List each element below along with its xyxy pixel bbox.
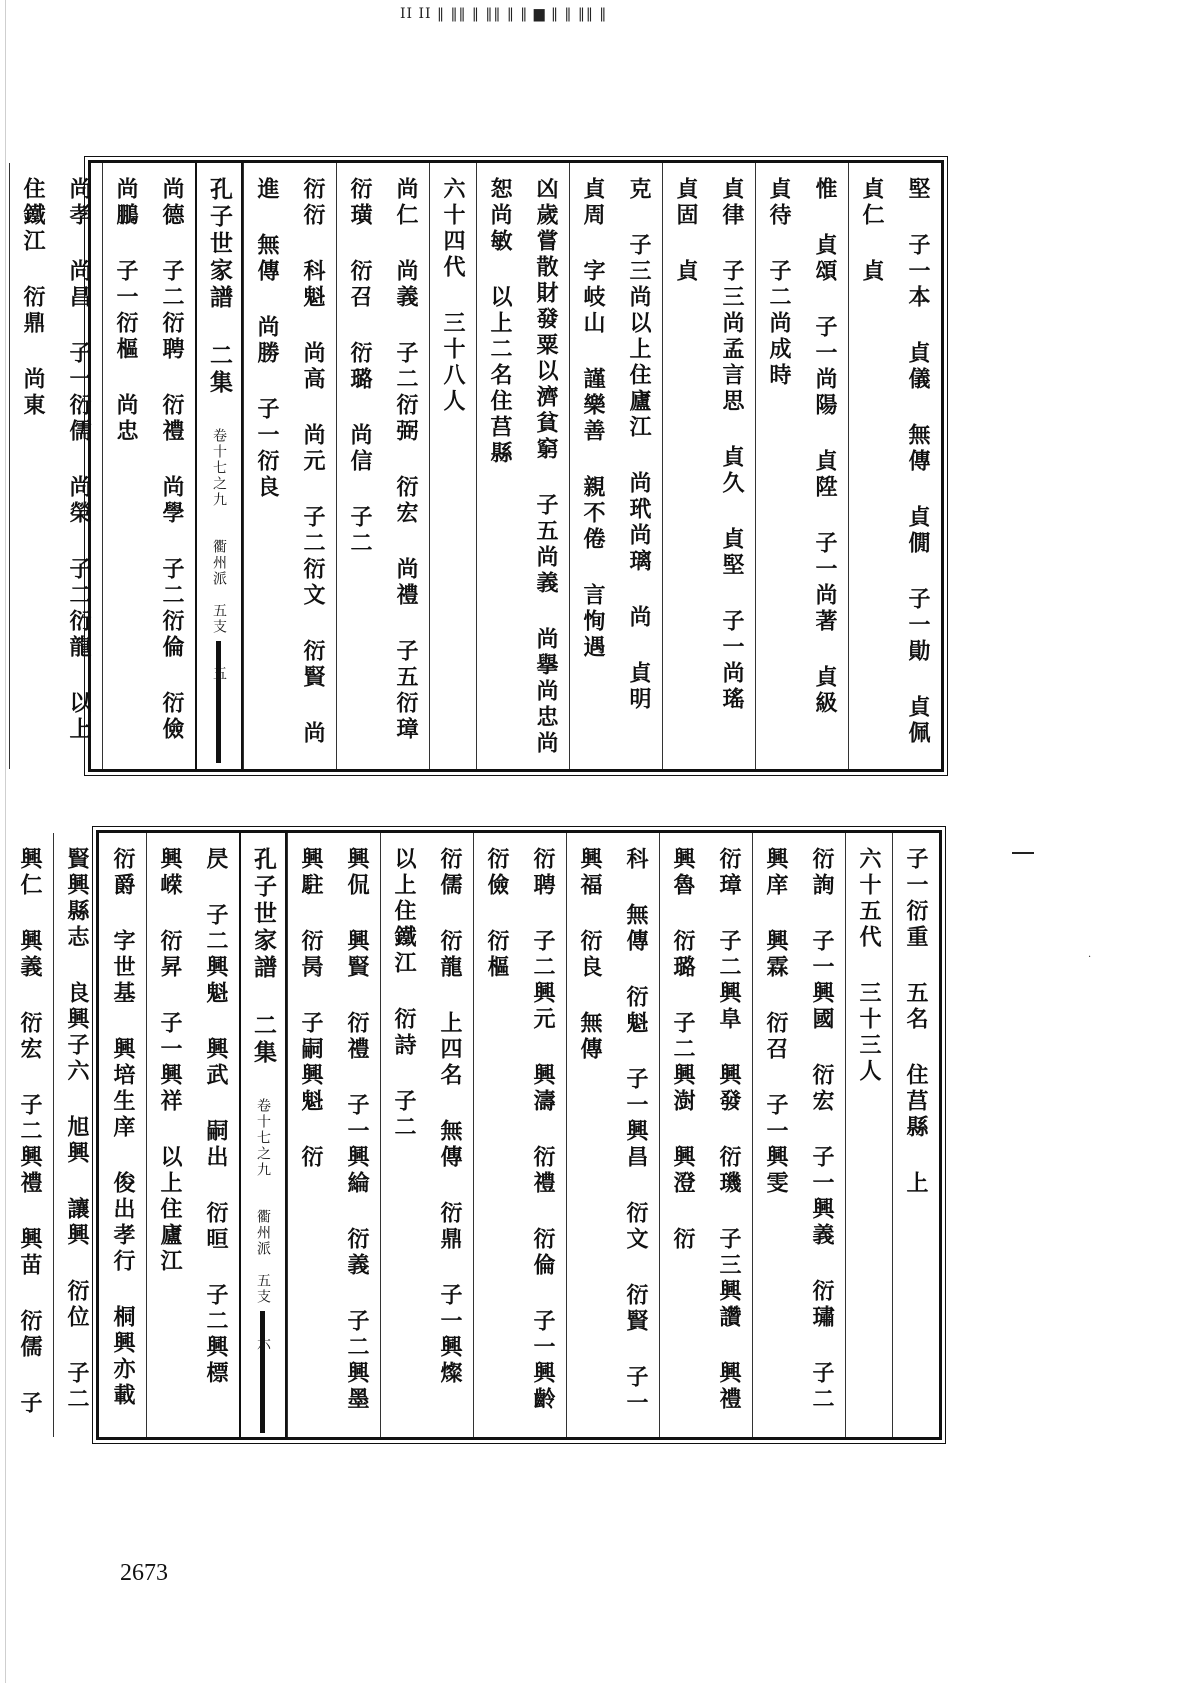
genealogy-column: 凶歲嘗散財發粟以濟貧窮 子五尚義 尚擧尚忠尚恕尚敏 以上二名住莒縣 [476,163,569,769]
separator-mark [1012,852,1034,854]
genealogy-column: 克 子三尚以上住廬江 尚玳尚璃 尚 貞明 貞周 字岐山 謹樂善 親不倦 言恂遇 [569,163,662,769]
genealogy-column: 惟 貞頌 子一尚陽 貞陞 子一尚著 貞級 貞待 子二尚成時 [755,163,848,769]
genealogy-column: 昃 子二興魁 興武 嗣出 衍晅 子二興標 興嵘 衍昇 子一興祥 以上住廬江 [146,833,239,1437]
spine-title: 孔子世家譜 [206,177,233,312]
genealogy-column: 衍詢 子一興國 衍宏 子一興義 衍璛 子二興庠 興霖 衍召 子一興雯 [752,833,845,1437]
spine-branch: 衢州派 五支 [255,1209,271,1305]
genealogy-column: 衍爵 字世基 興培生庠 俊出孝行 桐興亦載 賢興縣志 良興子六 旭興 讓興 衍位 子二 [53,833,146,1437]
genealogy-column: 六十四代 三十八人 [429,163,476,769]
spine-bar [260,1311,265,1433]
genealogy-column: 堅 子一本 貞儀 無傳 貞僩 子一勛 貞佩 貞仁 貞 [848,163,941,769]
genealogy-column: 衍儒 衍龍 上四名 無傳 衍鼎 子一興燦 以上住鐵江 衍詩 子二 [380,833,473,1437]
genealogy-column: 子一衍重 五名 住莒縣 上 [892,833,939,1437]
spine-collection: 二集 [206,343,233,397]
spine-volume: 卷十七之九 [211,428,227,508]
spine-branch: 衢州派 五支 [211,539,227,635]
genealogy-column: 衍璋 子二興阜 興發 衍璣 子三興讚 興禮 興魯 衍璐 子二興澍 興澄 衍 [659,833,752,1437]
genealogy-column: 貞律 子三尚孟言思 貞久 貞堅 子一尚瑤 貞固 貞 [662,163,755,769]
genealogy-column: 六十五代 三十三人 [845,833,892,1437]
page-number: 2673 [120,1560,168,1586]
spine-title: 孔子世家譜 [250,847,277,982]
center-spine [239,833,287,1437]
center-spine [195,163,243,769]
genealogy-column: 衍聘 子二興元 興濤 衍禮 衍倫 子一興齡 衍儉 衍樞 [473,833,566,1437]
genealogy-column: 尚仁 尚義 子二衍弼 衍宏 尚禮 子五衍璋 衍璜 衍召 衍璐 尚信 子二 [336,163,429,769]
spine-bar [216,641,221,763]
header-marks: II II ‖ ‖‖ ‖ ‖‖ ‖ ‖ ▆ ‖ ‖ ‖‖ ‖ [400,6,608,22]
side-dot-mark: · [1088,952,1092,963]
upper-genealogy-page [20,160,944,772]
spine-volume: 卷十七之九 [255,1098,271,1178]
genealogy-column: 興仁 興義 衍宏 子二興禮 興苗 衍儒 子 [0,833,53,1437]
lower-genealogy-page [17,830,942,1440]
spine-collection: 二集 [250,1013,277,1067]
genealogy-column: 尚孝 尚昌 子一衍儒 尚榮 子二衍龍 以上住鐵江 衍鼎 尚東 [9,163,102,769]
genealogy-column [0,163,9,769]
genealogy-column: 科 無傳 衍魁 子一興昌 衍文 衍賢 子一興福 衍良 無傳 [566,833,659,1437]
genealogy-column: 興侃 興賢 衍禮 子一興綸 衍義 子二興墨 興駐 衍昺 子嗣興魁 衍 [287,833,380,1437]
genealogy-column: 尚德 子二衍聘 衍禮 尚學 子二衍倫 衍儉 尚鵬 子一衍樞 尚忠 [102,163,195,769]
genealogy-column: 衍衍 科魁 尚高 尚元 子二衍文 衍賢 尚進 無傳 尚勝 子一衍良 [243,163,336,769]
